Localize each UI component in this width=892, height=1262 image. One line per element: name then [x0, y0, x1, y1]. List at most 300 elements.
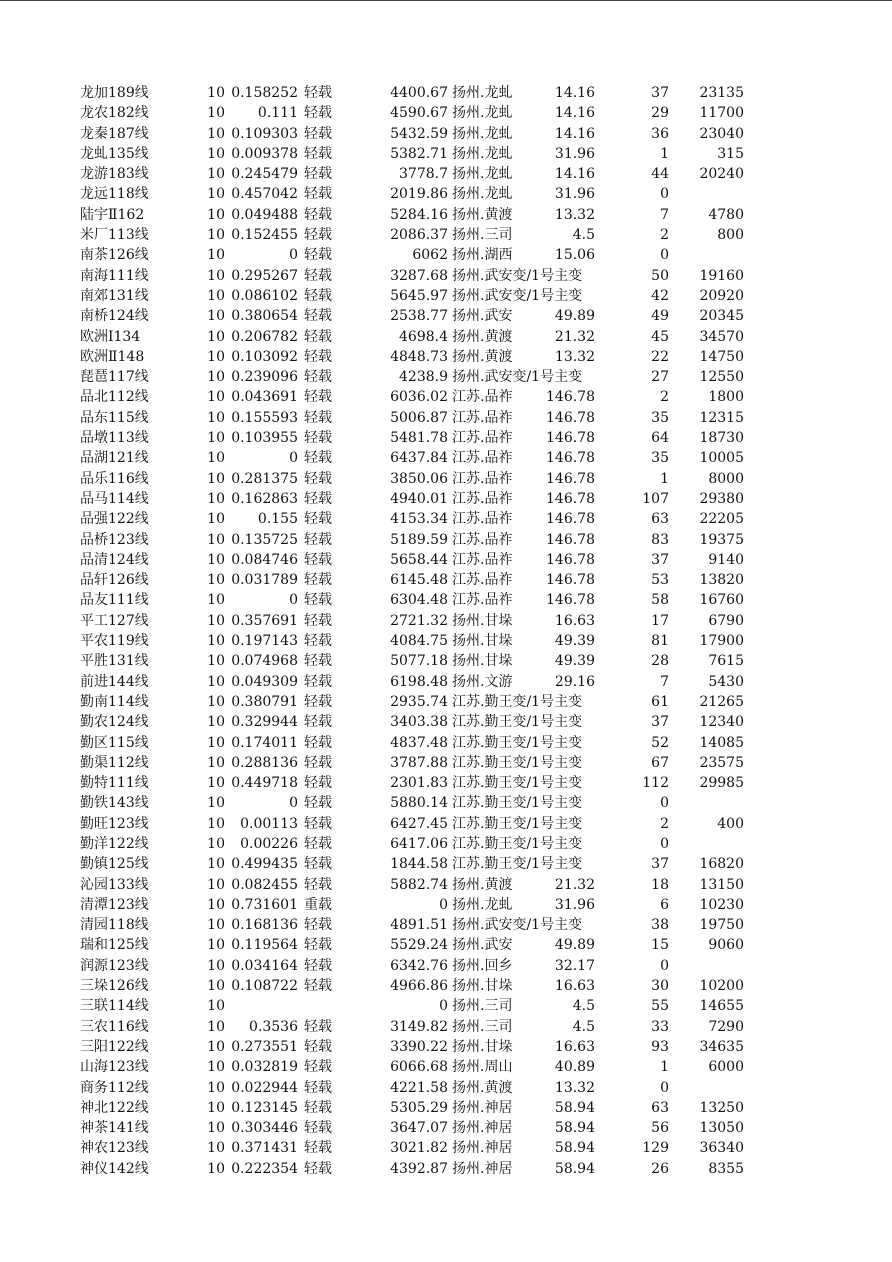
cell-name: 勤镇125线	[80, 856, 149, 873]
cell-name: 品乐116线	[80, 470, 149, 487]
cell-kva: 9060	[708, 937, 744, 954]
cell-name: 勤铁143线	[80, 795, 149, 812]
table-row	[0, 286, 892, 306]
cell-rate: 0.00113	[240, 815, 298, 832]
cell-load: 轻载	[304, 511, 332, 528]
cell-kva: 19750	[699, 917, 744, 934]
cell-voltage: 10	[207, 409, 225, 426]
cell-load: 轻载	[304, 85, 332, 101]
cell-capacity: 40.89	[554, 1059, 595, 1076]
table-row	[0, 834, 892, 854]
cell-source: 扬州.武安变/1号主变	[452, 917, 583, 934]
cell-count: 63	[651, 511, 669, 528]
cell-capacity: 13.32	[554, 1079, 595, 1096]
cell-length: 5481.78	[390, 430, 448, 447]
table-row	[0, 915, 892, 935]
table-row	[0, 448, 892, 468]
cell-kva: 29985	[699, 775, 744, 792]
cell-source: 扬州.黄渡	[452, 328, 513, 345]
cell-length: 2935.74	[390, 693, 448, 710]
cell-name: 米厂113线	[80, 227, 149, 244]
cell-source: 江苏.勤王变/1号主变	[452, 856, 583, 873]
table-row	[0, 895, 892, 915]
cell-rate: 0.109303	[231, 125, 298, 142]
cell-load: 轻载	[304, 105, 332, 122]
cell-voltage: 10	[207, 937, 225, 954]
cell-source: 扬州.甘垛	[452, 1038, 513, 1055]
table-row	[0, 408, 892, 428]
table-row	[0, 611, 892, 631]
table-row	[0, 773, 892, 793]
cell-count: 36	[651, 125, 669, 142]
cell-kva: 34570	[699, 328, 744, 345]
cell-length: 1844.58	[390, 856, 448, 873]
cell-count: 17	[651, 612, 669, 629]
cell-source: 扬州.龙虬	[452, 105, 513, 122]
cell-capacity: 146.78	[546, 470, 595, 487]
table-row	[0, 753, 892, 773]
cell-name: 龙远118线	[80, 186, 149, 203]
cell-length: 5882.74	[390, 876, 448, 893]
table-row	[0, 1057, 892, 1077]
cell-load: 轻载	[304, 186, 332, 203]
cell-capacity: 16.63	[554, 612, 595, 629]
cell-capacity: 146.78	[546, 490, 595, 507]
cell-kva: 18730	[699, 430, 744, 447]
cell-load: 轻载	[304, 775, 332, 792]
cell-capacity: 58.94	[554, 1099, 595, 1116]
cell-kva: 10005	[699, 450, 744, 467]
cell-kva: 34635	[699, 1038, 744, 1055]
cell-capacity: 49.39	[554, 633, 595, 650]
table-row	[0, 631, 892, 651]
cell-name: 三垛126线	[80, 978, 149, 995]
cell-count: 6	[660, 896, 669, 913]
cell-rate: 0.357691	[231, 612, 298, 629]
cell-count: 83	[651, 531, 669, 548]
cell-source: 江苏.品祚	[452, 572, 513, 589]
cell-capacity: 14.16	[554, 85, 595, 101]
cell-voltage: 10	[207, 754, 225, 771]
cell-capacity: 58.94	[554, 1120, 595, 1137]
cell-rate: 0.155	[257, 511, 298, 528]
cell-count: 53	[651, 572, 669, 589]
cell-count: 18	[651, 876, 669, 893]
cell-length: 5645.97	[390, 287, 448, 304]
table-row	[0, 1159, 892, 1179]
cell-kva: 21265	[699, 693, 744, 710]
cell-load: 轻载	[304, 206, 332, 223]
cell-name: 欧洲Ⅱ148	[80, 348, 145, 365]
cell-source: 扬州.龙虬	[452, 186, 513, 203]
cell-load: 轻载	[304, 227, 332, 244]
cell-kva: 8000	[708, 470, 744, 487]
cell-rate: 0.245479	[231, 166, 298, 183]
cell-rate: 0.103955	[231, 430, 298, 447]
cell-voltage: 10	[207, 957, 225, 974]
cell-count: 0	[660, 247, 669, 264]
cell-kva: 29380	[699, 490, 744, 507]
cell-voltage: 10	[207, 572, 225, 589]
cell-load: 轻载	[304, 348, 332, 365]
table-row	[0, 266, 892, 286]
cell-length: 3778.7	[399, 166, 448, 183]
cell-rate: 0.022944	[231, 1079, 298, 1096]
cell-name: 清潭123线	[80, 896, 149, 913]
table-row	[0, 570, 892, 590]
table-row	[0, 306, 892, 326]
cell-load: 轻载	[304, 815, 332, 832]
cell-name: 三农116线	[80, 1018, 149, 1035]
cell-length: 6342.76	[390, 957, 448, 974]
cell-capacity: 31.96	[554, 896, 595, 913]
cell-capacity: 15.06	[554, 247, 595, 264]
cell-rate: 0.288136	[231, 754, 298, 771]
cell-load: 轻载	[304, 795, 332, 812]
cell-source: 江苏.品祚	[452, 592, 513, 609]
cell-source: 扬州.龙虬	[452, 85, 513, 101]
cell-kva: 800	[717, 227, 744, 244]
cell-capacity: 14.16	[554, 105, 595, 122]
cell-load: 轻载	[304, 876, 332, 893]
cell-length: 6062	[412, 247, 448, 264]
cell-voltage: 10	[207, 490, 225, 507]
cell-capacity: 4.5	[572, 1018, 595, 1035]
cell-kva: 1800	[708, 389, 744, 406]
cell-load: 轻载	[304, 470, 332, 487]
cell-load: 轻载	[304, 978, 332, 995]
cell-length: 3787.88	[390, 754, 448, 771]
cell-name: 品轩126线	[80, 572, 149, 589]
cell-length: 4153.34	[390, 511, 448, 528]
cell-length: 4848.73	[390, 348, 448, 365]
cell-voltage: 10	[207, 734, 225, 751]
cell-load: 轻载	[304, 612, 332, 629]
table-row	[0, 692, 892, 712]
cell-load: 轻载	[304, 125, 332, 142]
cell-source: 扬州.神居	[452, 1120, 513, 1137]
sheet-top-border	[0, 0, 892, 1]
cell-capacity: 32.17	[554, 957, 595, 974]
cell-capacity: 16.63	[554, 978, 595, 995]
table-row	[0, 651, 892, 671]
cell-source: 扬州.武安变/1号主变	[452, 287, 583, 304]
cell-kva: 5430	[708, 673, 744, 690]
cell-source: 扬州.武安变/1号主变	[452, 267, 583, 284]
cell-count: 61	[651, 693, 669, 710]
cell-length: 6417.06	[390, 835, 448, 852]
cell-voltage: 10	[207, 328, 225, 345]
cell-voltage: 10	[207, 389, 225, 406]
cell-voltage: 10	[207, 470, 225, 487]
cell-source: 江苏.品祚	[452, 450, 513, 467]
cell-voltage: 10	[207, 551, 225, 568]
table-row	[0, 83, 892, 103]
cell-count: 52	[651, 734, 669, 751]
cell-voltage: 10	[207, 1099, 225, 1116]
cell-length: 5432.59	[390, 125, 448, 142]
cell-length: 6427.45	[390, 815, 448, 832]
cell-count: 49	[651, 308, 669, 325]
cell-kva: 17900	[699, 633, 744, 650]
table-row	[0, 489, 892, 509]
cell-load: 轻载	[304, 1099, 332, 1116]
cell-load: 重载	[304, 896, 332, 913]
cell-length: 5077.18	[390, 653, 448, 670]
cell-load: 轻载	[304, 1018, 332, 1035]
cell-count: 1	[660, 1059, 669, 1076]
cell-name: 勤旺123线	[80, 815, 149, 832]
cell-rate: 0.239096	[231, 369, 298, 386]
cell-load: 轻载	[304, 247, 332, 264]
cell-name: 勤南114线	[80, 693, 149, 710]
cell-voltage: 10	[207, 531, 225, 548]
cell-length: 4940.01	[390, 490, 448, 507]
cell-voltage: 10	[207, 85, 225, 101]
cell-load: 轻载	[304, 287, 332, 304]
cell-name: 平胜131线	[80, 653, 149, 670]
cell-load: 轻载	[304, 1140, 332, 1157]
cell-name: 南茶126线	[80, 247, 149, 264]
cell-name: 龙农182线	[80, 105, 149, 122]
cell-source: 江苏.品祚	[452, 551, 513, 568]
cell-count: 67	[651, 754, 669, 771]
cell-rate: 0.380791	[231, 693, 298, 710]
cell-kva: 4780	[708, 206, 744, 223]
cell-rate: 0.123145	[231, 1099, 298, 1116]
cell-name: 商务112线	[80, 1079, 149, 1096]
cell-load: 轻载	[304, 490, 332, 507]
cell-length: 3403.38	[390, 714, 448, 731]
cell-load: 轻载	[304, 328, 332, 345]
cell-rate: 0.032819	[231, 1059, 298, 1076]
cell-rate: 0.206782	[231, 328, 298, 345]
cell-load: 轻载	[304, 917, 332, 934]
cell-rate: 0.043691	[231, 389, 298, 406]
cell-voltage: 10	[207, 186, 225, 203]
cell-rate: 0.00226	[240, 835, 298, 852]
cell-source: 江苏.勤王变/1号主变	[452, 734, 583, 751]
cell-capacity: 31.96	[554, 186, 595, 203]
cell-count: 0	[660, 1079, 669, 1096]
cell-voltage: 10	[207, 592, 225, 609]
table-row	[0, 164, 892, 184]
cell-load: 轻载	[304, 572, 332, 589]
cell-kva: 6000	[708, 1059, 744, 1076]
cell-load: 轻载	[304, 714, 332, 731]
cell-name: 南郊131线	[80, 287, 149, 304]
cell-length: 6304.48	[390, 592, 448, 609]
cell-load: 轻载	[304, 592, 332, 609]
cell-load: 轻载	[304, 937, 332, 954]
cell-voltage: 10	[207, 511, 225, 528]
cell-kva: 14750	[699, 348, 744, 365]
cell-capacity: 13.32	[554, 348, 595, 365]
cell-kva: 14655	[699, 998, 744, 1015]
cell-rate: 0.731601	[231, 896, 298, 913]
cell-voltage: 10	[207, 1059, 225, 1076]
cell-count: 129	[642, 1140, 669, 1157]
cell-voltage: 10	[207, 267, 225, 284]
cell-source: 江苏.品祚	[452, 389, 513, 406]
cell-load: 轻载	[304, 1059, 332, 1076]
cell-load: 轻载	[304, 673, 332, 690]
cell-voltage: 10	[207, 1038, 225, 1055]
cell-length: 5284.16	[390, 206, 448, 223]
cell-name: 沁园133线	[80, 876, 149, 893]
cell-kva: 10230	[699, 896, 744, 913]
cell-source: 扬州.黄渡	[452, 206, 513, 223]
cell-source: 江苏.勤王变/1号主变	[452, 815, 583, 832]
table-row	[0, 875, 892, 895]
cell-voltage: 10	[207, 227, 225, 244]
cell-load: 轻载	[304, 430, 332, 447]
cell-kva: 22205	[699, 511, 744, 528]
cell-capacity: 49.89	[554, 937, 595, 954]
cell-count: 2	[660, 815, 669, 832]
cell-load: 轻载	[304, 308, 332, 325]
cell-source: 扬州.黄渡	[452, 1079, 513, 1096]
cell-load: 轻载	[304, 957, 332, 974]
cell-name: 龙秦187线	[80, 125, 149, 142]
cell-count: 0	[660, 795, 669, 812]
cell-source: 扬州.神居	[452, 1140, 513, 1157]
cell-length: 4221.58	[390, 1079, 448, 1096]
cell-length: 4891.51	[390, 917, 448, 934]
cell-kva: 23135	[699, 85, 744, 101]
cell-length: 0	[439, 896, 448, 913]
cell-source: 扬州.湖西	[452, 247, 513, 264]
table-row	[0, 1098, 892, 1118]
cell-source: 扬州.龙虬	[452, 125, 513, 142]
cell-length: 4392.87	[390, 1160, 448, 1177]
cell-source: 扬州.回乡	[452, 957, 513, 974]
cell-count: 37	[651, 551, 669, 568]
table-row	[0, 956, 892, 976]
cell-voltage: 10	[207, 856, 225, 873]
cell-kva: 11700	[699, 105, 744, 122]
cell-count: 45	[651, 328, 669, 345]
table-row	[0, 387, 892, 407]
cell-count: 112	[642, 775, 669, 792]
cell-source: 江苏.品祚	[452, 511, 513, 528]
cell-count: 55	[651, 998, 669, 1015]
cell-rate: 0.295267	[231, 267, 298, 284]
cell-load: 轻载	[304, 369, 332, 386]
cell-source: 扬州.武安变/1号主变	[452, 369, 583, 386]
cell-length: 4238.9	[399, 369, 448, 386]
cell-load: 轻载	[304, 166, 332, 183]
cell-source: 江苏.勤王变/1号主变	[452, 795, 583, 812]
table-row	[0, 1017, 892, 1037]
cell-rate: 0.380654	[231, 308, 298, 325]
cell-voltage: 10	[207, 795, 225, 812]
cell-source: 扬州.龙虬	[452, 896, 513, 913]
cell-capacity: 49.39	[554, 653, 595, 670]
cell-count: 35	[651, 450, 669, 467]
cell-count: 64	[651, 430, 669, 447]
cell-kva: 19375	[699, 531, 744, 548]
cell-voltage: 10	[207, 308, 225, 325]
cell-load: 轻载	[304, 145, 332, 162]
cell-capacity: 146.78	[546, 389, 595, 406]
cell-source: 扬州.龙虬	[452, 166, 513, 183]
cell-source: 扬州.甘垛	[452, 612, 513, 629]
cell-capacity: 16.63	[554, 1038, 595, 1055]
cell-rate: 0.457042	[231, 186, 298, 203]
cell-voltage: 10	[207, 653, 225, 670]
cell-voltage: 10	[207, 917, 225, 934]
table-row	[0, 712, 892, 732]
cell-rate: 0	[289, 592, 298, 609]
cell-rate: 0.281375	[231, 470, 298, 487]
cell-kva: 12550	[699, 369, 744, 386]
cell-name: 清园118线	[80, 917, 149, 934]
cell-source: 江苏.品祚	[452, 409, 513, 426]
cell-rate: 0.197143	[231, 633, 298, 650]
table-row	[0, 124, 892, 144]
cell-name: 勤区115线	[80, 734, 149, 751]
cell-count: 7	[660, 673, 669, 690]
cell-load: 轻载	[304, 551, 332, 568]
table-row	[0, 144, 892, 164]
cell-length: 5382.71	[390, 145, 448, 162]
cell-rate: 0.273551	[231, 1038, 298, 1055]
cell-source: 江苏.品祚	[452, 531, 513, 548]
cell-source: 扬州.甘垛	[452, 653, 513, 670]
cell-source: 扬州.三司	[452, 998, 513, 1015]
cell-kva: 6790	[708, 612, 744, 629]
cell-capacity: 31.96	[554, 145, 595, 162]
cell-voltage: 10	[207, 633, 225, 650]
table-row	[0, 854, 892, 874]
cell-voltage: 10	[207, 775, 225, 792]
cell-count: 33	[651, 1018, 669, 1035]
cell-length: 4400.67	[390, 85, 448, 101]
table-row	[0, 672, 892, 692]
cell-rate: 0	[289, 450, 298, 467]
cell-name: 陆宇Ⅱ162	[80, 206, 145, 223]
cell-capacity: 58.94	[554, 1140, 595, 1157]
cell-rate: 0.086102	[231, 287, 298, 304]
table-row	[0, 976, 892, 996]
cell-rate: 0.152455	[231, 227, 298, 244]
cell-load: 轻载	[304, 693, 332, 710]
cell-voltage: 10	[207, 166, 225, 183]
cell-count: 7	[660, 206, 669, 223]
cell-load: 轻载	[304, 1120, 332, 1137]
cell-length: 5880.14	[390, 795, 448, 812]
cell-load: 轻载	[304, 856, 332, 873]
cell-count: 1	[660, 470, 669, 487]
table-row	[0, 469, 892, 489]
cell-voltage: 10	[207, 673, 225, 690]
cell-source: 扬州.武安	[452, 937, 513, 954]
cell-count: 1	[660, 145, 669, 162]
cell-rate: 0.158252	[231, 85, 298, 101]
cell-source: 江苏.品祚	[452, 490, 513, 507]
cell-kva: 13250	[699, 1099, 744, 1116]
cell-source: 江苏.勤王变/1号主变	[452, 754, 583, 771]
cell-rate: 0.084746	[231, 551, 298, 568]
cell-length: 3287.68	[390, 267, 448, 284]
cell-kva: 23575	[699, 754, 744, 771]
cell-voltage: 10	[207, 1140, 225, 1157]
cell-rate: 0.135725	[231, 531, 298, 548]
cell-rate: 0.119564	[231, 937, 298, 954]
cell-capacity: 14.16	[554, 166, 595, 183]
cell-voltage: 10	[207, 815, 225, 832]
